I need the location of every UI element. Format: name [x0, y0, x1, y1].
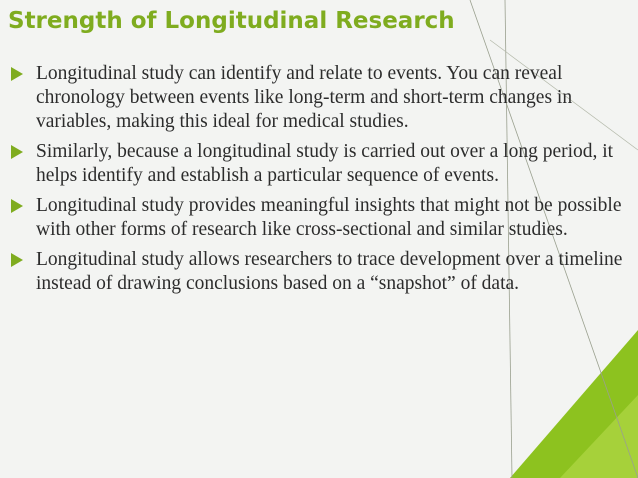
triangle-right-icon [11, 145, 23, 159]
bullet-text: Longitudinal study provides meaningful insights that might not be possible with other forms of research like cross-sectional and similar studies. [36, 195, 622, 240]
bullet-list [8, 62, 634, 302]
bullet-text: Similarly, because a longitudinal study is carried out over a long period, it helps identify and establish a particular sequence of events. [36, 141, 614, 186]
slide-title: Strength of Longitudinal Research [8, 8, 455, 34]
bullet-text: Longitudinal study allows researchers to trace development over a timeline instead of drawing conclusions based on a “snapshot” of data. [36, 249, 623, 294]
bullet-item [8, 194, 634, 242]
bullet-item [8, 248, 634, 296]
bullet-item [8, 140, 634, 188]
triangle-right-icon [11, 253, 23, 267]
triangle-right-icon [11, 199, 23, 213]
bullet-text: Longitudinal study can identify and relate to events. You can reveal chronology between events like long-term and short-term changes in variables, making this ideal for medical studies. [36, 63, 573, 132]
triangle-right-icon [11, 67, 23, 81]
bullet-item [8, 62, 634, 134]
